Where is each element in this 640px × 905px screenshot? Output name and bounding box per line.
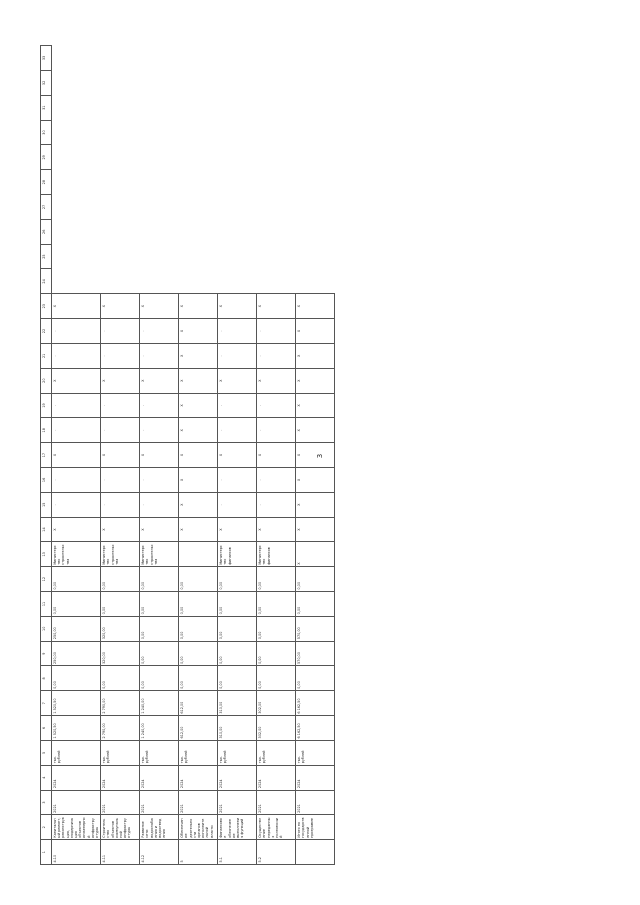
row-mark-cell: - — [52, 343, 101, 368]
row-id-cell: 4.10 — [52, 840, 101, 865]
row-mark-cell: X — [140, 294, 179, 319]
row-executor-cell: Министерство строительства — [52, 542, 101, 567]
row-mark-cell: X — [218, 517, 257, 542]
row-id-cell: 5.2 — [257, 840, 296, 865]
page-number: 3 — [316, 453, 325, 459]
table-row — [52, 46, 101, 865]
row-mark-cell: X — [296, 517, 335, 542]
row-value-cell: 0,00 — [257, 616, 296, 641]
row-name-cell: Капитальный ремонт, реконструкция, модернизация объектов инженерной инфраструктуры — [52, 815, 101, 840]
row-name-cell: Осуществление переданных полномочий — [257, 815, 296, 840]
row-value-cell: 302,00 — [257, 716, 296, 741]
row-id-cell: 4.12 — [140, 840, 179, 865]
row-value-cell: 0,00 — [296, 592, 335, 617]
row-mark-cell: X — [140, 368, 179, 393]
row-executor-cell: Министерство строительства — [140, 542, 179, 567]
row-id-cell: 5.1 — [218, 840, 257, 865]
column-number-cell: 17 — [41, 443, 52, 468]
row-mark-cell: X — [101, 517, 140, 542]
row-unit-cell: тыс. рублей — [140, 740, 179, 765]
row-value-cell: 1 240,00 — [140, 691, 179, 716]
row-mark-cell: X — [101, 368, 140, 393]
column-number-cell: 9 — [41, 641, 52, 666]
row-mark-cell: - — [52, 319, 101, 344]
row-executor-cell: X — [296, 542, 335, 567]
row-value-cell: 0,00 — [140, 592, 179, 617]
row-value-cell: 0,00 — [218, 616, 257, 641]
row-value-cell: 0,00 — [296, 666, 335, 691]
column-number-cell: 32 — [41, 71, 52, 96]
row-value-cell: 0,00 — [257, 641, 296, 666]
column-number-cell: 5 — [41, 740, 52, 765]
row-unit-cell: тыс. рублей — [52, 740, 101, 765]
row-value-cell: 0,00 — [257, 567, 296, 592]
table-row — [257, 46, 296, 865]
column-number-cell: 24 — [41, 269, 52, 294]
row-name-cell: Строительство объектов коммунальной инфраструктуры — [101, 815, 140, 840]
row-mark-cell: X — [296, 418, 335, 443]
row-mark-cell: - — [257, 418, 296, 443]
column-number-row — [41, 46, 52, 865]
column-number-cell: 11 — [41, 592, 52, 617]
table-row — [140, 46, 179, 865]
column-number-cell: 22 — [41, 319, 52, 344]
row-id-cell: 4.11 — [101, 840, 140, 865]
row-mark-cell: X — [257, 294, 296, 319]
row-executor-cell: Министерство строительства — [101, 542, 140, 567]
row-id-cell — [296, 840, 335, 865]
row-id-cell: 5 — [179, 840, 218, 865]
row-mark-cell: - — [218, 468, 257, 493]
row-value-cell: 0,00 — [257, 592, 296, 617]
row-value-cell: 570,00 — [296, 641, 335, 666]
row-mark-cell: X — [296, 393, 335, 418]
row-value-cell: 0,00 — [140, 616, 179, 641]
row-mark-cell: X — [140, 443, 179, 468]
row-mark-cell: X — [179, 492, 218, 517]
row-value-cell: 302,00 — [257, 691, 296, 716]
row-mark-cell: X — [52, 517, 101, 542]
row-year-start-cell: 2021 — [140, 790, 179, 815]
column-number-cell: 28 — [41, 170, 52, 195]
column-number-cell: 3 — [41, 790, 52, 815]
table-row — [179, 46, 218, 865]
column-number-cell: 8 — [41, 666, 52, 691]
row-mark-cell: X — [52, 294, 101, 319]
row-mark-cell: - — [218, 418, 257, 443]
row-mark-cell: - — [218, 343, 257, 368]
row-mark-cell: - — [140, 319, 179, 344]
row-mark-cell: X — [296, 294, 335, 319]
row-value-cell: 0,00 — [179, 641, 218, 666]
row-value-cell: 0,00 — [218, 666, 257, 691]
row-value-cell: 1 520,50 — [52, 691, 101, 716]
row-mark-cell: X — [218, 368, 257, 393]
row-value-cell: 320,00 — [101, 641, 140, 666]
row-mark-cell: - — [52, 492, 101, 517]
table-row — [218, 46, 257, 865]
column-number-cell: 18 — [41, 418, 52, 443]
row-mark-cell: X — [179, 517, 218, 542]
row-value-cell: 6 162,50 — [296, 691, 335, 716]
row-mark-cell: - — [257, 492, 296, 517]
program-table — [40, 45, 335, 865]
row-value-cell: 0,00 — [52, 567, 101, 592]
row-value-cell: 0,00 — [101, 666, 140, 691]
row-mark-cell: X — [218, 443, 257, 468]
row-value-cell: 0,00 — [140, 666, 179, 691]
row-mark-cell: X — [179, 393, 218, 418]
table-row — [296, 46, 335, 865]
row-value-cell: 310,00 — [218, 716, 257, 741]
row-mark-cell: - — [218, 319, 257, 344]
column-number-cell: 29 — [41, 145, 52, 170]
column-number-cell: 26 — [41, 219, 52, 244]
column-number-cell: 7 — [41, 691, 52, 716]
row-mark-cell: - — [140, 393, 179, 418]
row-name-cell: Финансовое обеспечение выполнения функций — [218, 815, 257, 840]
row-mark-cell: X — [179, 319, 218, 344]
row-mark-cell: X — [179, 294, 218, 319]
row-year-start-cell: 2021 — [296, 790, 335, 815]
row-value-cell: 0,00 — [218, 567, 257, 592]
row-year-end-cell: 2024 — [296, 765, 335, 790]
row-mark-cell: - — [101, 492, 140, 517]
row-value-cell: 570,00 — [296, 616, 335, 641]
row-value-cell: 0,00 — [179, 666, 218, 691]
row-value-cell: 0,00 — [179, 592, 218, 617]
row-mark-cell: X — [179, 418, 218, 443]
column-number-cell: 27 — [41, 195, 52, 220]
table-row — [101, 46, 140, 865]
row-name-cell: Итого по государственной программе — [296, 815, 335, 840]
row-mark-cell: - — [101, 319, 140, 344]
row-value-cell: 250,00 — [52, 616, 101, 641]
row-mark-cell: X — [257, 368, 296, 393]
row-value-cell: 1 240,00 — [140, 716, 179, 741]
row-mark-cell: - — [101, 393, 140, 418]
row-executor-cell — [179, 542, 218, 567]
row-value-cell: 0,00 — [218, 641, 257, 666]
row-year-end-cell: 2024 — [179, 765, 218, 790]
row-mark-cell: X — [296, 492, 335, 517]
row-year-start-cell: 2021 — [179, 790, 218, 815]
row-mark-cell: X — [296, 368, 335, 393]
row-mark-cell: X — [52, 443, 101, 468]
row-value-cell: 320,00 — [101, 616, 140, 641]
row-value-cell: 0,00 — [140, 641, 179, 666]
row-year-end-cell: 2024 — [140, 765, 179, 790]
row-unit-cell: тыс. рублей — [179, 740, 218, 765]
row-value-cell: 250,00 — [52, 641, 101, 666]
row-mark-cell: X — [179, 368, 218, 393]
row-mark-cell: X — [179, 468, 218, 493]
row-value-cell: 6 162,50 — [296, 716, 335, 741]
row-mark-cell: X — [296, 343, 335, 368]
column-number-cell: 2 — [41, 815, 52, 840]
row-year-end-cell: 2024 — [218, 765, 257, 790]
row-mark-cell: - — [101, 418, 140, 443]
column-number-cell: 14 — [41, 517, 52, 542]
row-mark-cell: - — [140, 468, 179, 493]
row-value-cell: 0,00 — [257, 666, 296, 691]
column-number-cell: 16 — [41, 468, 52, 493]
row-value-cell: 2 790,00 — [101, 691, 140, 716]
row-year-start-cell: 2021 — [257, 790, 296, 815]
row-value-cell: 0,00 — [52, 592, 101, 617]
row-mark-cell: X — [101, 443, 140, 468]
row-mark-cell: - — [140, 418, 179, 443]
row-value-cell: 0,00 — [179, 616, 218, 641]
row-mark-cell: X — [218, 294, 257, 319]
row-name-cell: Обеспечение деятельности органов исполнительной власти — [179, 815, 218, 840]
row-mark-cell: X — [257, 443, 296, 468]
row-executor-cell: Министерство финансов — [218, 542, 257, 567]
row-year-end-cell: 2024 — [52, 765, 101, 790]
row-name-cell: Развитие сети водоснабжения и водоотведения — [140, 815, 179, 840]
row-unit-cell: тыс. рублей — [296, 740, 335, 765]
row-value-cell: 0,00 — [101, 567, 140, 592]
row-value-cell: 612,00 — [179, 716, 218, 741]
row-mark-cell: X — [140, 517, 179, 542]
row-mark-cell: - — [257, 319, 296, 344]
column-number-cell: 1 — [41, 840, 52, 865]
row-executor-cell: Министерство финансов — [257, 542, 296, 567]
row-year-start-cell: 2021 — [101, 790, 140, 815]
column-number-cell: 4 — [41, 765, 52, 790]
row-mark-cell: X — [179, 343, 218, 368]
column-number-cell: 19 — [41, 393, 52, 418]
row-mark-cell: X — [257, 517, 296, 542]
row-mark-cell: - — [52, 468, 101, 493]
row-value-cell: 2 790,00 — [101, 716, 140, 741]
row-value-cell: 0,00 — [296, 567, 335, 592]
row-unit-cell: тыс. рублей — [218, 740, 257, 765]
table-body — [41, 46, 335, 865]
row-mark-cell: - — [257, 468, 296, 493]
row-mark-cell: - — [257, 393, 296, 418]
row-mark-cell: X — [296, 468, 335, 493]
row-mark-cell: - — [101, 468, 140, 493]
row-mark-cell: X — [296, 319, 335, 344]
row-mark-cell: - — [52, 418, 101, 443]
column-number-cell: 13 — [41, 542, 52, 567]
row-mark-cell: - — [257, 343, 296, 368]
row-mark-cell: - — [218, 393, 257, 418]
column-number-cell: 20 — [41, 368, 52, 393]
column-number-cell: 31 — [41, 95, 52, 120]
column-number-cell: 30 — [41, 120, 52, 145]
row-mark-cell: X — [179, 443, 218, 468]
row-mark-cell: - — [218, 492, 257, 517]
column-number-cell: 10 — [41, 616, 52, 641]
row-mark-cell: - — [140, 343, 179, 368]
row-value-cell: 612,00 — [179, 691, 218, 716]
row-value-cell: 0,00 — [101, 592, 140, 617]
row-value-cell: 0,00 — [140, 567, 179, 592]
row-year-start-cell: 2021 — [218, 790, 257, 815]
row-unit-cell: тыс. рублей — [101, 740, 140, 765]
row-value-cell: 1 520,50 — [52, 716, 101, 741]
row-mark-cell: - — [140, 492, 179, 517]
column-number-cell: 21 — [41, 343, 52, 368]
column-number-cell: 23 — [41, 294, 52, 319]
row-mark-cell: X — [52, 368, 101, 393]
row-value-cell: 0,00 — [179, 567, 218, 592]
column-number-cell: 33 — [41, 46, 52, 71]
column-number-cell: 12 — [41, 567, 52, 592]
row-year-start-cell: 2021 — [52, 790, 101, 815]
row-value-cell: 0,00 — [52, 666, 101, 691]
column-number-cell: 25 — [41, 244, 52, 269]
row-year-end-cell: 2024 — [101, 765, 140, 790]
column-number-cell: 15 — [41, 492, 52, 517]
row-mark-cell: X — [101, 294, 140, 319]
rotated-table-container — [40, 45, 610, 865]
row-mark-cell: - — [52, 393, 101, 418]
row-year-end-cell: 2024 — [257, 765, 296, 790]
column-number-cell: 6 — [41, 716, 52, 741]
row-mark-cell: X — [296, 443, 335, 468]
row-mark-cell: - — [101, 343, 140, 368]
row-value-cell: 0,00 — [218, 592, 257, 617]
row-value-cell: 310,00 — [218, 691, 257, 716]
row-unit-cell: тыс. рублей — [257, 740, 296, 765]
